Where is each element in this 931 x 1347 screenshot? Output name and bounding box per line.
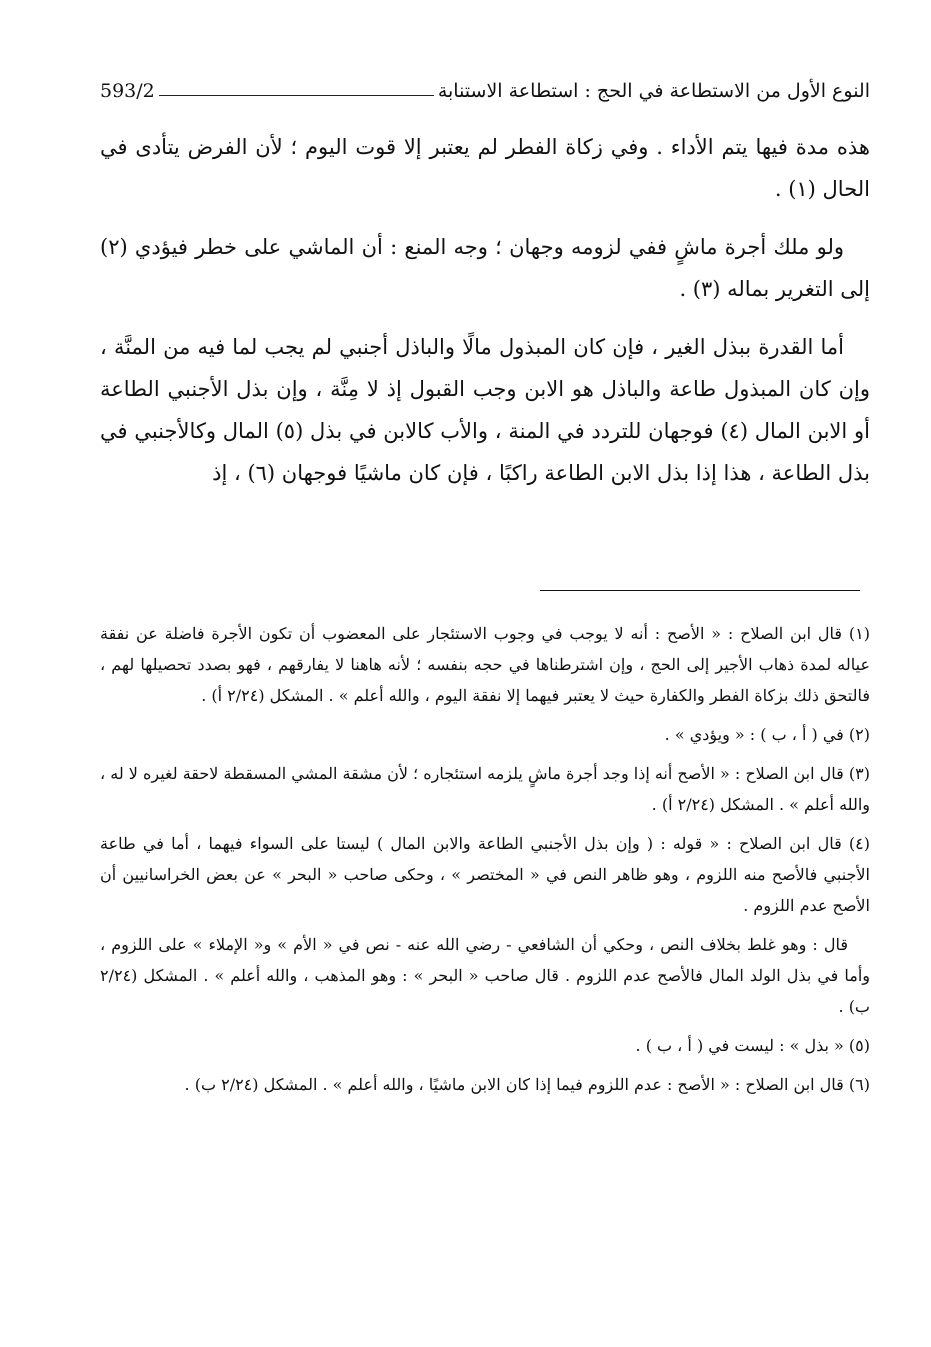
footnote: (١) قال ابن الصلاح : « الأصح : أنه لا يوجب في وجوب الاستئجار على المعضوب أن تكون الأجرة فاضلة عن نفقة عياله لمدة ذهاب الأجير إلى الحج ، وإن اشترطناها في حجه بنفسه ؛ لأنه هاهنا لا يفارقهم ، فهو بصدد تحصيلها لهم ، فالتحق ذلك بزكاة الفطر والكفارة حيث لا يعتبر فيهما إلا نفقة اليوم ، والله أعلم » . المشكل (٢/٢٤ أ) . bbox=[100, 624, 870, 705]
running-header bbox=[100, 74, 870, 108]
footnote: (٣) قال ابن الصلاح : « الأصح أنه إذا وجد أجرة ماشٍ يلزمه استئجاره ؛ لأن مشقة المشي المسقطة لاحقة لغيره لا له ، والله أعلم » . المشكل (٢/٢٤ أ) . bbox=[100, 764, 870, 814]
header-rule bbox=[159, 81, 434, 96]
footnote: (٦) قال ابن الصلاح : « الأصح : عدم اللزوم فيما إذا كان الابن ماشيًا ، والله أعلم » . المشكل (٢/٢٤ ب) . bbox=[184, 1075, 870, 1094]
footnote-separator bbox=[540, 590, 860, 591]
body-paragraph: هذه مدة فيها يتم الأداء . وفي زكاة الفطر لم يعتبر إلا قوت اليوم ؛ لأن الفرض يتأدى في الحال (١) . bbox=[100, 135, 870, 201]
footnote: (٥) « بذل » : ليست في ( أ ، ب ) . bbox=[635, 1036, 870, 1055]
body-paragraph: ولو ملك أجرة ماشٍ ففي لزومه وجهان ؛ وجه المنع : أن الماشي على خطر فيؤدي (٢) إلى التغرير بماله (٣) . bbox=[100, 235, 870, 301]
main-text bbox=[100, 126, 870, 510]
footnotes bbox=[100, 618, 870, 1108]
footnote-continuation: قال : وهو غلط بخلاف النص ، وحكي أن الشافعي - رضي الله عنه - نص في « الأم » و« الإملاء » على اللزوم ، وأما في بذل الولد المال فالأصح عدم اللزوم . قال صاحب « البحر » : وهو المذهب ، والله أعلم » . المشكل (٢/٢٤ ب) . bbox=[100, 935, 870, 1016]
page-number: 593/2 bbox=[100, 80, 155, 102]
footnote: (٤) قال ابن الصلاح : « قوله : ( وإن بذل الأجنبي الطاعة والابن المال ) ليستا على السواء فيهما ، أما في طاعة الأجنبي فالأصح منه اللزوم ، وهو ظاهر النص في « المختصر » ، وحكى صاحب « البحر » عن بعض الخراسانيين أن الأصح عدم اللزوم . bbox=[100, 834, 871, 915]
header-title: النوع الأول من الاستطاعة في الحج : استطاعة الاستنابة bbox=[437, 80, 870, 102]
footnote: (٢) في ( أ ، ب ) : « ويؤدي » . bbox=[664, 725, 870, 744]
body-paragraph: أما القدرة ببذل الغير ، فإن كان المبذول مالًا والباذل أجنبي لم يجب لما فيه من المنَّة ، وإن كان المبذول طاعة والباذل هو الابن وجب القبول إذ لا مِنَّة ، وإن بذل الأجنبي الطاعة أو الابن المال (٤) فوجهان للتردد في المنة ، والأب كالابن في بذل (٥) المال وكالأجنبي في بذل الطاعة ، هذا إذا بذل الابن الطاعة راكبًا ، فإن كان ماشيًا فوجهان (٦) ، إذ bbox=[100, 335, 871, 485]
